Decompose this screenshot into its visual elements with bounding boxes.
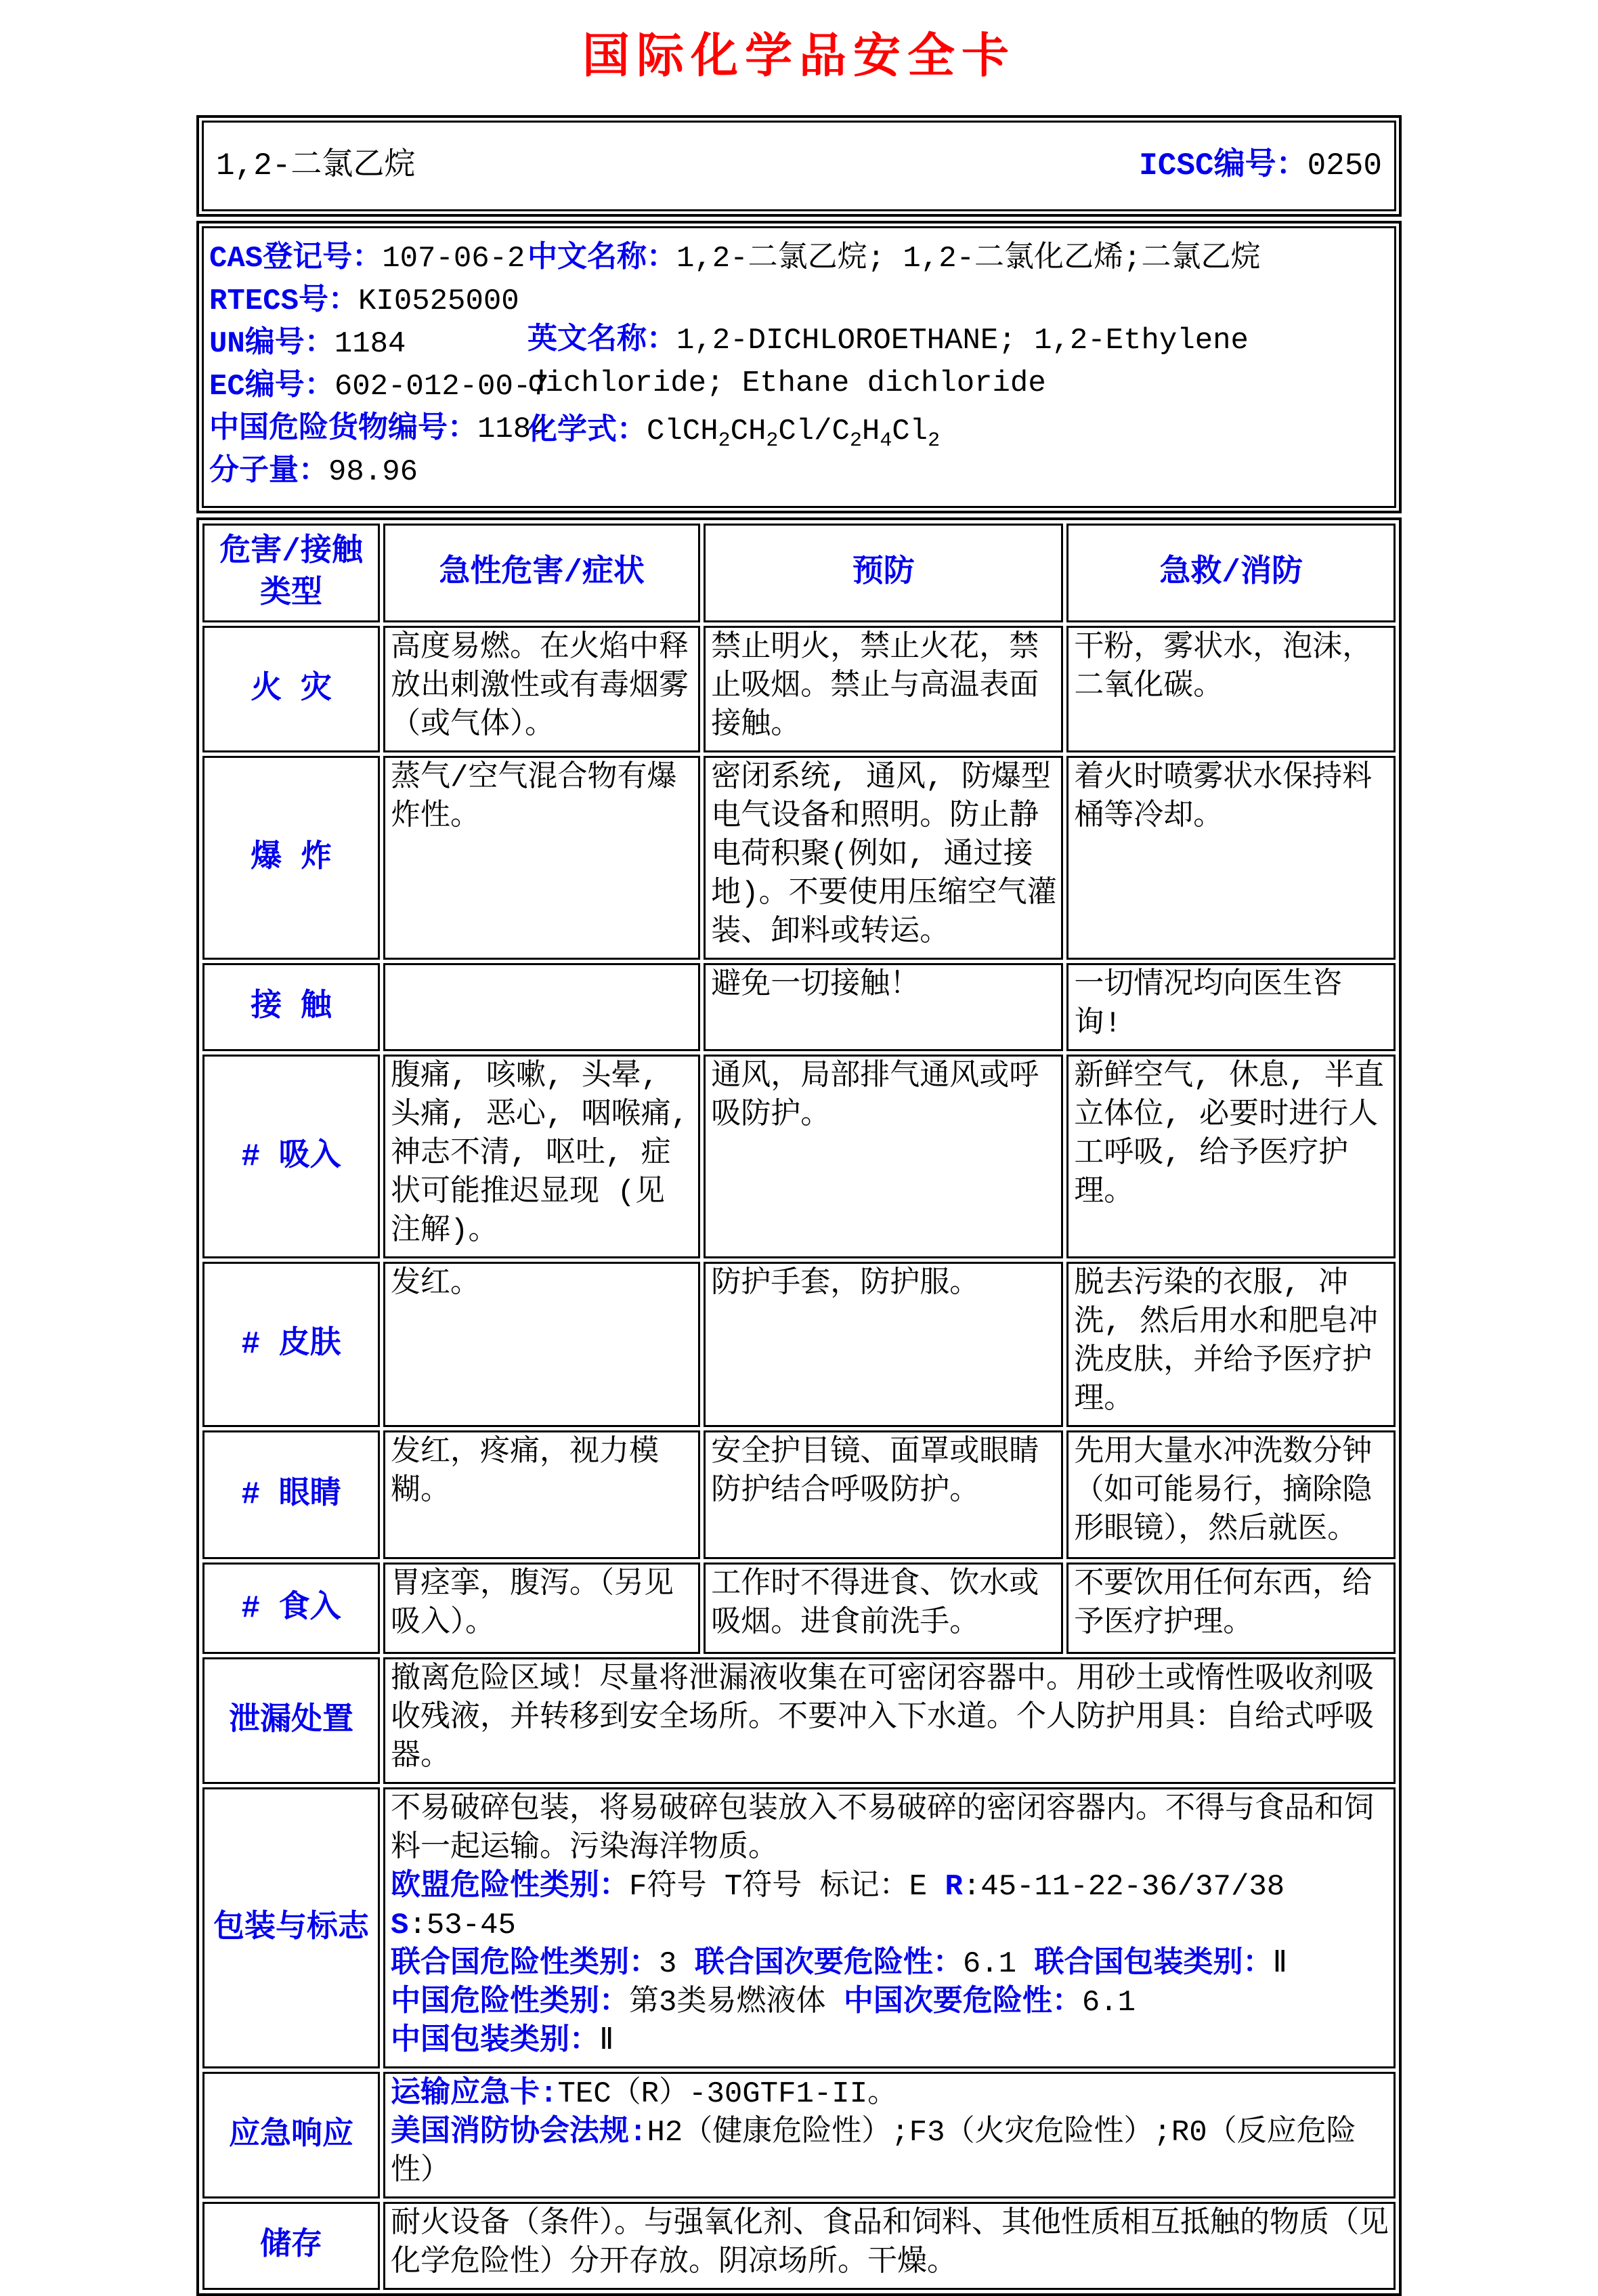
formula-subscript: 2 <box>928 428 941 452</box>
icsc-number-label: ICSC编号： <box>1139 148 1308 184</box>
symptom-cell <box>383 963 700 1051</box>
chemical-name-section <box>196 115 1402 217</box>
english-name-block <box>527 320 1387 405</box>
chinese-name-label: 中文名称： <box>527 242 676 276</box>
text-segment: 撤离危险区域！尽量将泄漏液收集在可密闭容器中。用砂土或惰性吸收剂吸收残液，并转移到安全场所。不要冲入下水道。个人防护用具：自给式呼吸器。 <box>391 1663 1375 1774</box>
formula-segment: CH <box>730 414 766 448</box>
identifier-label: UN编号： <box>209 327 334 361</box>
hazard-row <box>202 626 1396 752</box>
icsc-number-group <box>1139 148 1382 184</box>
firstaid-cell: 着火时喷雾状水保持料桶等冷却。 <box>1066 756 1396 960</box>
header-cell-1: 急性危害/症状 <box>383 524 700 622</box>
hazard-type-cell: 爆 炸 <box>202 756 380 960</box>
identifier-label: RTECS号： <box>209 284 359 318</box>
formula-label: 化学式： <box>527 414 647 448</box>
hazard-type-cell: # 吸入 <box>202 1055 380 1258</box>
hazard-row <box>202 1055 1396 1258</box>
hazard-row <box>202 756 1396 960</box>
section-content-cell <box>383 2202 1396 2290</box>
formula-segment: ClCH <box>647 414 718 448</box>
section-label-cell: 泄漏处置 <box>202 1657 380 1784</box>
section-row <box>202 1787 1396 2068</box>
header-cell-0: 危害/接触类型 <box>202 524 380 622</box>
identifier-label: 中国危险货物编号： <box>209 412 477 446</box>
identifier-line <box>209 366 549 408</box>
section-row <box>202 2072 1396 2198</box>
section-row <box>202 1657 1396 1784</box>
formula-block <box>527 410 1387 453</box>
section-content-cell <box>383 1787 1396 2068</box>
rich-line <box>391 1945 1389 1984</box>
identifier-value: 107-06-2 <box>382 242 525 276</box>
identifier-line <box>209 323 527 366</box>
label-segment: 中国危险性类别： <box>391 1986 630 2020</box>
chemical-name: 1,2-二氯乙烷 <box>216 148 416 184</box>
rich-line <box>391 2075 1389 2114</box>
prevention-cell: 密闭系统, 通风, 防爆型电气设备和照明。防止静电荷积聚(例如, 通过接地)。不要使用压缩空气灌装、卸料或转运。 <box>704 756 1063 960</box>
formula-subscript: 2 <box>849 428 862 452</box>
identifier-line <box>209 451 527 494</box>
rich-line <box>391 1791 1389 1868</box>
header-cell-2: 预防 <box>704 524 1063 622</box>
label-segment: S <box>391 1909 409 1942</box>
firstaid-cell: 脱去污染的衣服, 冲洗, 然后用水和肥皂冲洗皮肤，并给予医疗护理。 <box>1066 1262 1396 1427</box>
text-segment: 6.1 <box>962 1947 1035 1981</box>
chemical-name-bar <box>202 121 1396 211</box>
symptom-cell: 胃痉挛，腹泻。（另见吸入）。 <box>383 1562 700 1654</box>
section-label-cell: 包装与标志 <box>202 1787 380 2068</box>
firstaid-cell: 新鲜空气, 休息, 半直立体位, 必要时进行人工呼吸, 给予医疗护理。 <box>1066 1055 1396 1258</box>
text-segment: 耐火设备（条件）。与强氧化剂、食品和饲料、其他性质相互抵触的物质（见化学危险性）分开存放。阴凉场所。干燥。 <box>391 2207 1389 2280</box>
rich-line <box>391 1868 1389 1907</box>
firstaid-cell: 一切情况均向医生咨询! <box>1066 963 1396 1051</box>
firstaid-cell: 干粉，雾状水，泡沫，二氧化碳。 <box>1066 626 1396 752</box>
section-row <box>202 2202 1396 2290</box>
formula-segment: H <box>861 414 880 448</box>
formula-subscript: 2 <box>766 428 779 452</box>
rich-line <box>391 2022 1389 2061</box>
text-segment: 不易破碎包装，将易破碎包装放入不易破碎的密闭容器内。不得与食品和饲料一起运输。污染海洋物质。 <box>391 1793 1375 1865</box>
icsc-number-value: 0250 <box>1307 148 1382 184</box>
text-segment: 第3类易燃液体 <box>629 1986 844 2020</box>
hazard-type-cell: 接 触 <box>202 963 380 1051</box>
formula-subscript: 4 <box>880 428 892 452</box>
label-segment: 联合国次要危险性： <box>694 1947 963 1981</box>
identifier-list <box>209 238 549 494</box>
page-title: 国际化学品安全卡 <box>582 33 1016 87</box>
rich-line <box>391 2114 1389 2191</box>
identifier-label: EC编号： <box>209 370 334 404</box>
prevention-cell: 防护手套，防护服。 <box>704 1262 1063 1427</box>
chinese-name-value: 1,2-二氯乙烷; 1,2-二氯化乙烯;二氯乙烷 <box>676 242 1261 276</box>
formula-segment: Cl/C <box>778 414 850 448</box>
prevention-cell: 通风，局部排气通风或呼吸防护。 <box>704 1055 1063 1258</box>
formula-segment: Cl <box>892 414 928 448</box>
identifier-value: 1184 <box>477 412 549 446</box>
identifier-value: KI0525000 <box>358 284 519 318</box>
hazard-table-body <box>202 626 1396 2290</box>
identifier-line <box>209 408 549 451</box>
name-list <box>527 238 1387 494</box>
firstaid-cell: 先用大量水冲洗数分钟（如可能易行，摘除隐形眼镜），然后就医。 <box>1066 1430 1396 1559</box>
rich-line <box>391 1907 1389 1945</box>
text-segment: Ⅱ <box>1272 1947 1288 1981</box>
label-segment: 中国包装类别： <box>391 2024 600 2058</box>
prevention-cell: 安全护目镜、面罩或眼睛防护结合呼吸防护。 <box>704 1430 1063 1559</box>
identifier-value: 602-012-00-7 <box>334 370 549 404</box>
section-content-cell <box>383 1657 1396 1784</box>
rich-line <box>391 2205 1389 2282</box>
firstaid-cell: 不要饮用任何东西，给予医疗护理。 <box>1066 1562 1396 1654</box>
hazard-table-header-row <box>202 524 1396 622</box>
label-segment: 联合国危险性类别： <box>391 1947 660 1981</box>
text-segment: H2（健康危险性）;F3（火灾危险性）;R0（反应危险性） <box>391 2116 1356 2188</box>
hazard-row <box>202 1430 1396 1559</box>
identifier-label: 分子量： <box>209 455 328 489</box>
label-segment: 欧盟危险性类别： <box>391 1870 630 1904</box>
text-segment: :45-11-22-36/37/38 <box>962 1870 1285 1904</box>
hazard-type-cell: 火 灾 <box>202 626 380 752</box>
text-segment: TEC（R）-30GTF1-II。 <box>557 2077 898 2111</box>
hazard-row <box>202 963 1396 1051</box>
identifier-value: 1184 <box>334 327 406 361</box>
label-segment: 中国次要危险性： <box>843 1986 1082 2020</box>
hazard-type-cell: # 皮肤 <box>202 1262 380 1427</box>
safety-card <box>196 115 1402 2296</box>
identifier-label: CAS登记号： <box>209 242 383 276</box>
symptom-cell: 发红，疼痛，视力模糊。 <box>383 1430 700 1559</box>
section-content-cell <box>383 2072 1396 2198</box>
prevention-cell: 禁止明火，禁止火花，禁止吸烟。禁止与高温表面接触。 <box>704 626 1063 752</box>
icsc-document-page <box>0 18 1598 2296</box>
prevention-cell: 避免一切接触！ <box>704 963 1063 1051</box>
identifier-value: 98.96 <box>328 455 418 489</box>
english-name-label: 英文名称： <box>527 324 676 358</box>
rich-line <box>391 1661 1389 1777</box>
header-cell-3: 急救/消防 <box>1066 524 1396 622</box>
hazard-row <box>202 1262 1396 1427</box>
symptom-cell: 腹痛, 咳嗽, 头晕, 头痛, 恶心, 咽喉痛, 神志不清, 呕吐, 症状可能推迟显现 (见注解)。 <box>383 1055 700 1258</box>
label-segment: 美国消防协会法规: <box>391 2116 647 2150</box>
hazard-row <box>202 1562 1396 1654</box>
symptom-cell: 蒸气/空气混合物有爆炸性。 <box>383 756 700 960</box>
section-label-cell: 储存 <box>202 2202 380 2290</box>
prevention-cell: 工作时不得进食、饮水或吸烟。进食前洗手。 <box>704 1562 1063 1654</box>
label-segment: R <box>945 1870 963 1904</box>
rich-line <box>391 1984 1389 2022</box>
text-segment: 6.1 <box>1081 1986 1136 2020</box>
text-segment: Ⅱ <box>599 2024 614 2058</box>
symptom-cell: 高度易燃。在火焰中释放出刺激性或有毒烟雾（或气体）。 <box>383 626 700 752</box>
section-label-cell: 应急响应 <box>202 2072 380 2198</box>
hazard-table-head <box>202 524 1396 622</box>
identifier-grid <box>202 226 1396 508</box>
text-segment: F符号 T符号 标记：E <box>629 1870 945 1904</box>
identifier-line <box>209 238 527 280</box>
label-segment: 运输应急卡: <box>391 2077 558 2111</box>
formula-value <box>647 414 941 452</box>
identifier-section <box>196 221 1402 513</box>
label-segment: 联合国包装类别： <box>1034 1947 1273 1981</box>
symptom-cell: 发红。 <box>383 1262 700 1427</box>
hazard-type-cell: # 眼睛 <box>202 1430 380 1559</box>
formula-subscript: 2 <box>718 428 731 452</box>
hazard-table <box>196 517 1402 2296</box>
chinese-name-block <box>527 238 1387 280</box>
identifier-line <box>209 280 527 323</box>
hazard-type-cell: # 食入 <box>202 1562 380 1654</box>
text-segment: 3 <box>659 1947 695 1981</box>
text-segment: :53-45 <box>408 1909 516 1942</box>
english-name-value: 1,2-DICHLOROETHANE; 1,2-Ethylene dichloride; Ethane dichloride <box>527 324 1249 400</box>
